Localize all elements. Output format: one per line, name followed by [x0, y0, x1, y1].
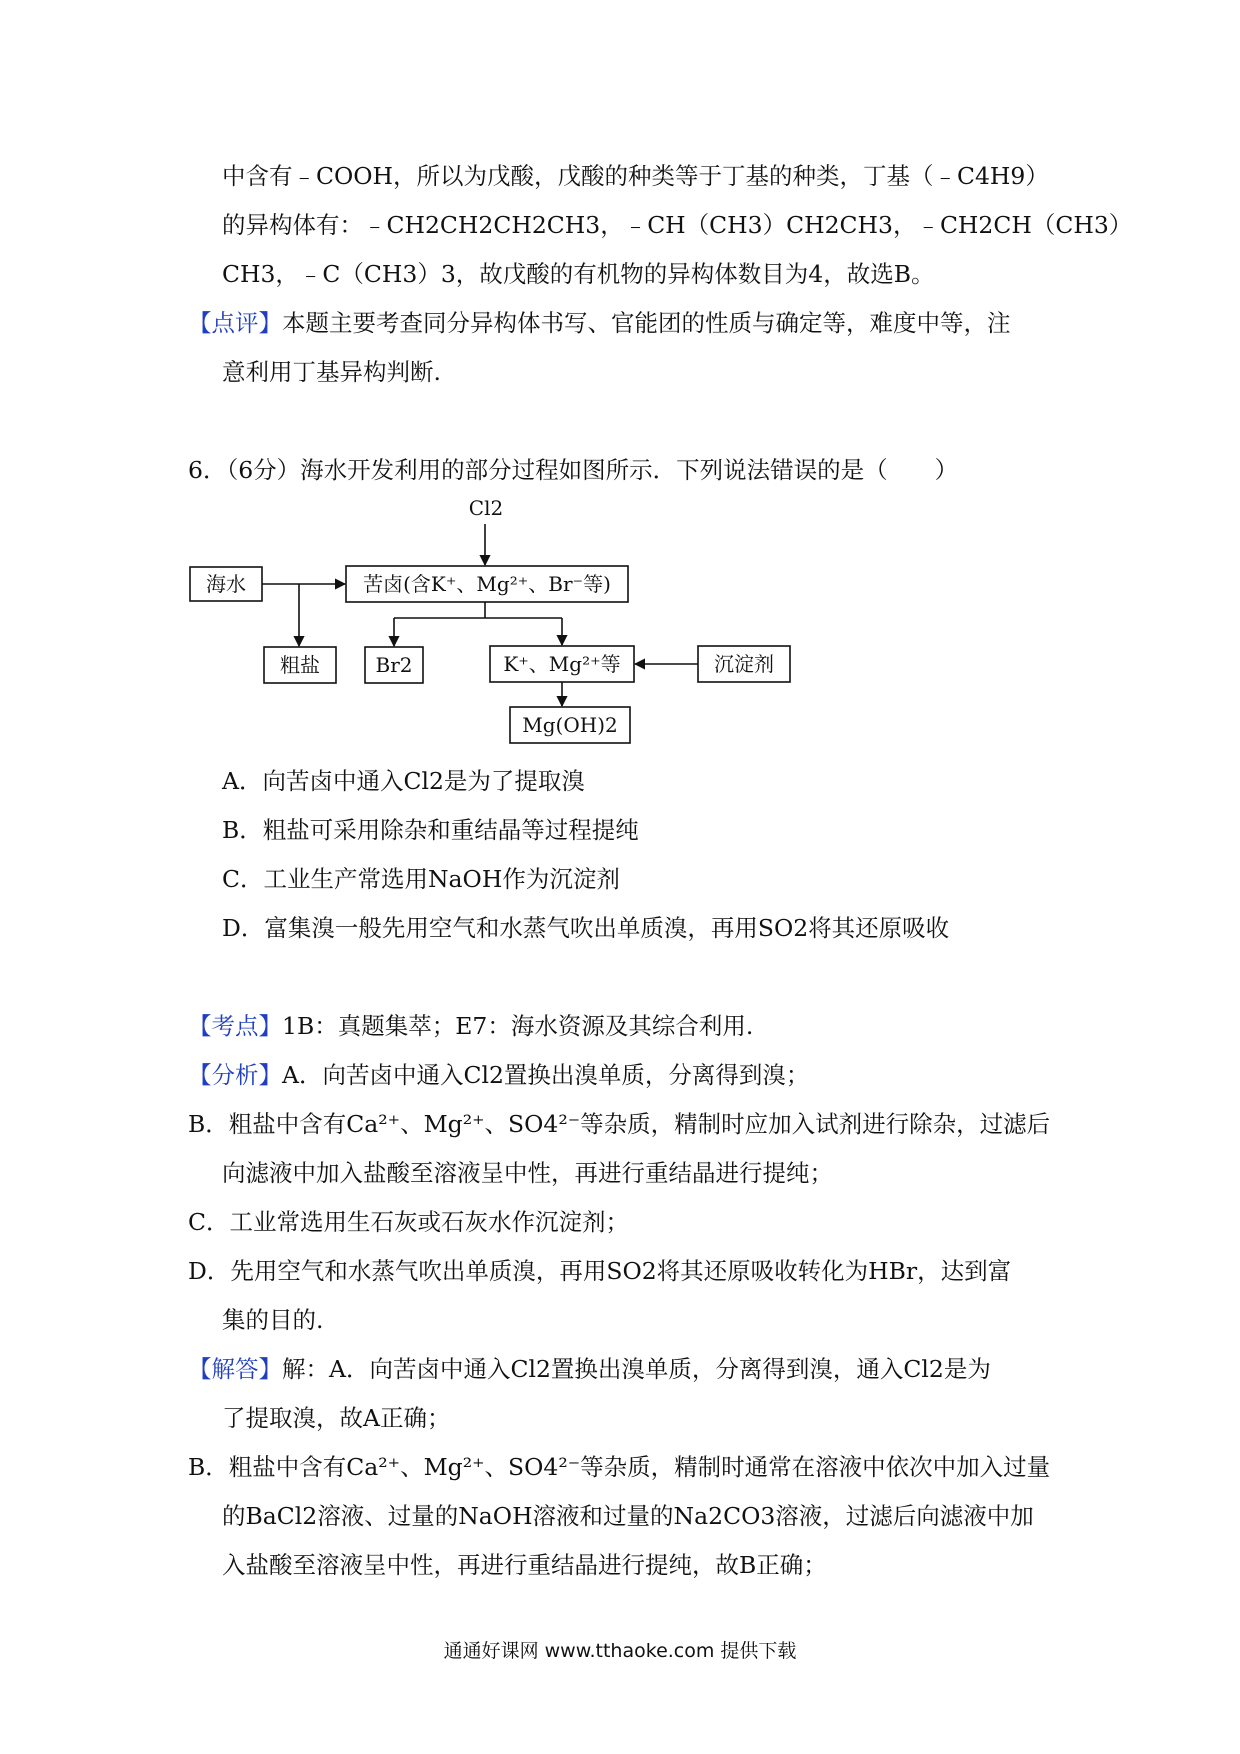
- bittern-label: 苦卤(含K⁺、Mg²⁺、Br⁻等): [363, 572, 611, 596]
- option-b: B．粗盐可采用除杂和重结晶等过程提纯: [222, 816, 639, 844]
- solution-line: 中含有﹣COOH，所以为戊酸，戊酸的种类等于丁基的种类，丁基（﹣C4H9）: [222, 162, 1049, 190]
- jieda-line: 了提取溴，故A正确；: [222, 1404, 451, 1432]
- cl2-label: Cl2: [468, 496, 504, 520]
- fenxi-line: 向滤液中加入盐酸至溶液呈中性，再进行重结晶进行提纯；: [222, 1159, 833, 1187]
- kaodian-line: [188, 1011, 753, 1041]
- fenxi-line: C．工业常选用生石灰或石灰水作沉淀剂；: [188, 1208, 629, 1236]
- comment-line: 意利用丁基异构判断.: [222, 358, 441, 386]
- br2-label: Br2: [375, 653, 413, 677]
- solution-line: CH3，﹣C（CH3）3，故戊酸的有机物的异构体数目为4，故选B。: [222, 260, 935, 288]
- jieda-line: B．粗盐中含有Ca²⁺、Mg²⁺、SO4²⁻等杂质，精制时通常在溶液中依次中加入过量: [188, 1453, 1051, 1481]
- seawater-label: 海水: [206, 572, 246, 596]
- fenxi-line: 集的目的.: [222, 1306, 324, 1334]
- fenxi-line: B．粗盐中含有Ca²⁺、Mg²⁺、SO4²⁻等杂质，精制时应加入试剂进行除杂，过滤后: [188, 1110, 1051, 1138]
- crude-salt-label: 粗盐: [280, 653, 320, 677]
- precipitant-label: 沉淀剂: [714, 652, 774, 676]
- question-stem: 6．（6分）海水开发利用的部分过程如图所示．下列说法错误的是（ ）: [188, 456, 959, 484]
- jieda-line: [188, 1354, 991, 1384]
- solution-line: 的异构体有：﹣CH2CH2CH2CH3，﹣CH（CH3）CH2CH3，﹣CH2CH（CH3）: [222, 211, 1133, 239]
- fenxi-line: [188, 1060, 809, 1090]
- flow-diagram-lines: [180, 496, 820, 756]
- mgoh2-label: Mg(OH)2: [522, 713, 618, 737]
- jieda-line: 入盐酸至溶液呈中性，再进行重结晶进行提纯，故B正确；: [222, 1551, 827, 1579]
- kaodian-text: 1B：真题集萃；E7：海水资源及其综合利用.: [282, 1012, 754, 1040]
- option-c: C．工业生产常选用NaOH作为沉淀剂: [222, 865, 620, 893]
- comment-tag: 【点评】: [188, 309, 282, 337]
- kaodian-tag: 【考点】: [188, 1012, 282, 1040]
- comment-line: [188, 308, 1011, 338]
- jieda-text: 解：A．向苦卤中通入Cl2置换出溴单质，分离得到溴，通入Cl2是为: [282, 1355, 991, 1383]
- flow-diagram: [180, 496, 820, 756]
- k-mg-label: K⁺、Mg²⁺等: [503, 652, 621, 676]
- option-a: A．向苦卤中通入Cl2是为了提取溴: [222, 767, 585, 795]
- option-d: D．富集溴一般先用空气和水蒸气吹出单质溴，再用SO2将其还原吸收: [222, 914, 950, 942]
- comment-text: 本题主要考查同分异构体书写、官能团的性质与确定等，难度中等，注: [282, 309, 1011, 337]
- page-footer: 通通好课网 www.tthaoke.com 提供下载: [443, 1640, 797, 1662]
- jieda-line: 的BaCl2溶液、过量的NaOH溶液和过量的Na2CO3溶液，过滤后向滤液中加: [222, 1502, 1034, 1530]
- fenxi-line: D．先用空气和水蒸气吹出单质溴，再用SO2将其还原吸收转化为HBr，达到富: [188, 1257, 1012, 1285]
- fenxi-tag: 【分析】: [188, 1061, 282, 1089]
- jieda-tag: 【解答】: [188, 1355, 282, 1383]
- fenxi-text: A．向苦卤中通入Cl2置换出溴单质，分离得到溴；: [282, 1061, 810, 1089]
